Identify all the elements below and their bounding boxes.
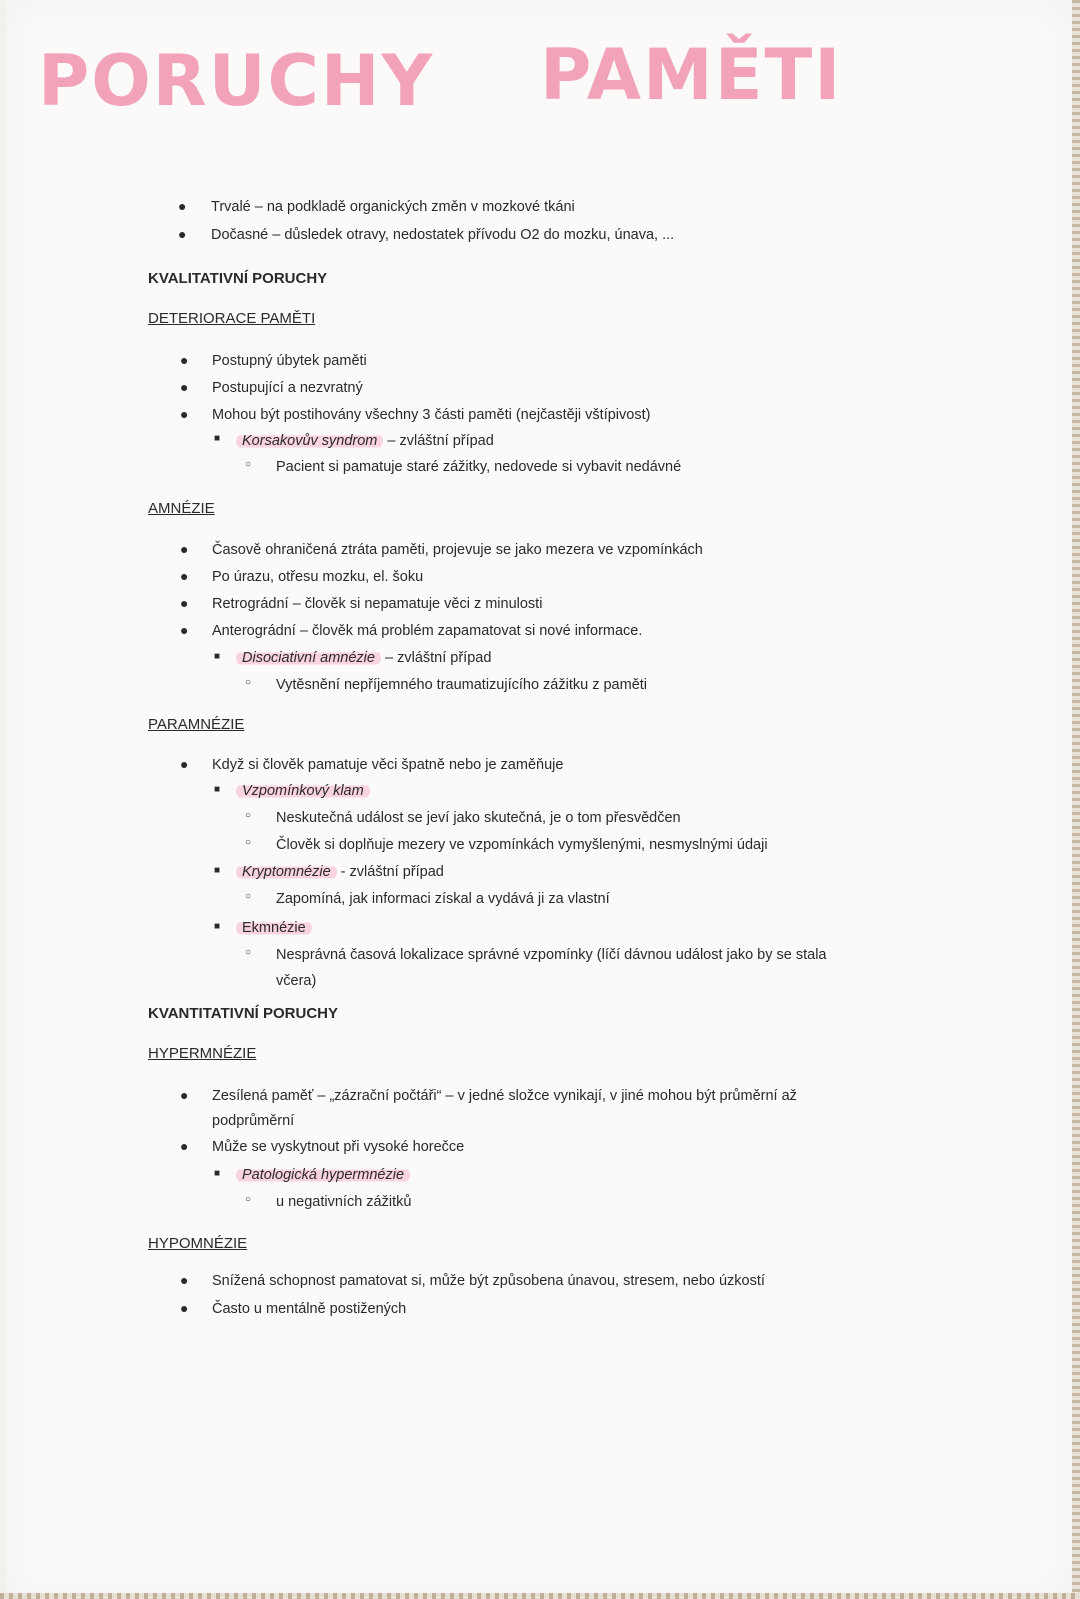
bullet-dot: ● — [180, 379, 189, 395]
amnezie-item-4: Anterográdní – člověk má problém zapamatovat si nové informace. — [212, 623, 643, 639]
bullet-dot: ● — [180, 595, 189, 611]
vzpominkovy-klam-line — [236, 782, 370, 800]
heading-kvalitativni: KVALITATIVNÍ PORUCHY — [148, 270, 328, 287]
disociativni-line — [236, 649, 491, 667]
bullet-square: ■ — [214, 784, 221, 795]
bullet-dot: ● — [180, 756, 189, 772]
paramnezie-item: Když si člověk pamatuje věci špatně nebo je zaměňuje — [212, 757, 564, 773]
deteriorace-item-3: Mohou být postihovány všechny 3 části paměti (nejčastěji vštípivost) — [212, 407, 651, 423]
ekmnezie-term: Ekmnézie — [236, 920, 312, 936]
amnezie-item-3: Retrográdní – člověk si nepamatuje věci z minulosti — [212, 596, 543, 612]
bullet-dot: ● — [180, 406, 189, 422]
heading-amnezie: AMNÉZIE — [148, 500, 215, 517]
kryptomnezie-detail: Zapomíná, jak informaci získal a vydává ji za vlastní — [276, 891, 610, 907]
bullet-dot: ● — [180, 1272, 189, 1288]
bullet-dot: ● — [180, 622, 189, 638]
hypermnezie-item-1-cont: podprůměrní — [212, 1113, 295, 1129]
heading-hypermnezie: HYPERMNÉZIE — [148, 1045, 257, 1062]
patologicka-term: Patologická hypermnézie — [236, 1167, 410, 1183]
ekmnezie-detail-1: Nesprávná časová lokalizace správné vzpomínky (líčí dávnou událost jako by se stala — [276, 947, 827, 963]
klam-detail-1: Neskutečná událost se jeví jako skutečná, je o tom přesvědčen — [276, 810, 681, 826]
bullet-dot: ● — [180, 352, 189, 368]
amnezie-item-1: Časově ohraničená ztráta paměti, projevuje se jako mezera ve vzpomínkách — [212, 542, 703, 558]
bullet-dot: ● — [180, 1087, 189, 1103]
korsakov-line — [236, 432, 494, 450]
deteriorace-item-1: Postupný úbytek paměti — [212, 353, 367, 369]
bullet-square: ■ — [214, 651, 221, 662]
hypomnezie-item-1: Snížená schopnost pamatovat si, může být způsobena únavou, stresem, nebo úzkostí — [212, 1273, 765, 1289]
heading-deteriorace: DETERIORACE PAMĚTI — [148, 310, 316, 327]
amnezie-item-2: Po úrazu, otřesu mozku, el. šoku — [212, 569, 424, 585]
bullet-square: ■ — [214, 921, 221, 932]
bullet-circle: ○ — [245, 677, 252, 688]
bullet-square: ■ — [214, 1168, 221, 1179]
disociativni-term: Disociativní amnézie — [236, 650, 381, 666]
klam-detail-2: Člověk si doplňuje mezery ve vzpomínkách vymyšlenými, nesmyslnými údaji — [276, 837, 768, 853]
heading-hypomnezie: HYPOMNÉZIE — [148, 1235, 248, 1252]
bullet-square: ■ — [214, 865, 221, 876]
bullet-dot: ● — [178, 198, 187, 214]
paper-edge-right — [1072, 0, 1080, 1599]
hypermnezie-item-1: Zesílená paměť – „zázrační počtáři“ – v jedné složce vynikají, v jiné mohou být průměrní až — [212, 1088, 797, 1104]
bullet-circle: ○ — [245, 891, 252, 902]
page-title — [0, 34, 1080, 130]
vzpominkovy-klam-term: Vzpomínkový klam — [236, 783, 370, 799]
bullet-dot: ● — [180, 568, 189, 584]
hypomnezie-item-2: Často u mentálně postižených — [212, 1301, 407, 1317]
hypermnezie-item-2: Může se vyskytnout při vysoké horečce — [212, 1139, 465, 1155]
bullet-dot: ● — [180, 1138, 189, 1154]
heading-paramnezie: PARAMNÉZIE — [148, 716, 245, 733]
paper-edge-bottom — [0, 1593, 1080, 1599]
kryptomnezie-suffix: - zvláštní případ — [336, 864, 444, 880]
heading-kvantitativni: KVANTITATIVNÍ PORUCHY — [148, 1005, 338, 1022]
patologicka-line — [236, 1166, 410, 1184]
ekmnezie-line — [236, 919, 312, 937]
kryptomnezie-line — [236, 863, 444, 881]
bullet-circle: ○ — [245, 837, 252, 848]
korsakov-term: Korsakovův syndrom — [236, 433, 383, 449]
bullet-circle: ○ — [245, 1194, 252, 1205]
deteriorace-item-2: Postupující a nezvratný — [212, 380, 363, 396]
intro-item-1: Trvalé – na podkladě organických změn v mozkové tkáni — [211, 199, 575, 215]
bullet-circle: ○ — [245, 810, 252, 821]
bullet-dot: ● — [180, 541, 189, 557]
korsakov-detail: Pacient si pamatuje staré zážitky, nedovede si vybavit nedávné — [276, 459, 682, 475]
title-word-pameti: PAMĚTI — [540, 34, 843, 116]
bullet-square: ■ — [214, 433, 221, 444]
ekmnezie-detail-2: včera) — [276, 973, 317, 989]
patologicka-detail: u negativních zážitků — [276, 1194, 412, 1210]
korsakov-suffix: – zvláštní případ — [383, 433, 494, 449]
disociativni-detail: Vytěsnění nepříjemného traumatizujícího zážitku z paměti — [276, 677, 648, 693]
bullet-dot: ● — [180, 1300, 189, 1316]
intro-item-2: Dočasné – důsledek otravy, nedostatek přívodu O2 do mozku, únava, ... — [211, 227, 675, 243]
bullet-circle: ○ — [245, 459, 252, 470]
kryptomnezie-term: Kryptomnézie — [236, 864, 337, 880]
bullet-dot: ● — [178, 226, 187, 242]
disociativni-suffix: – zvláštní případ — [380, 650, 492, 666]
title-word-poruchy: PORUCHY — [38, 40, 435, 122]
bullet-circle: ○ — [245, 947, 252, 958]
